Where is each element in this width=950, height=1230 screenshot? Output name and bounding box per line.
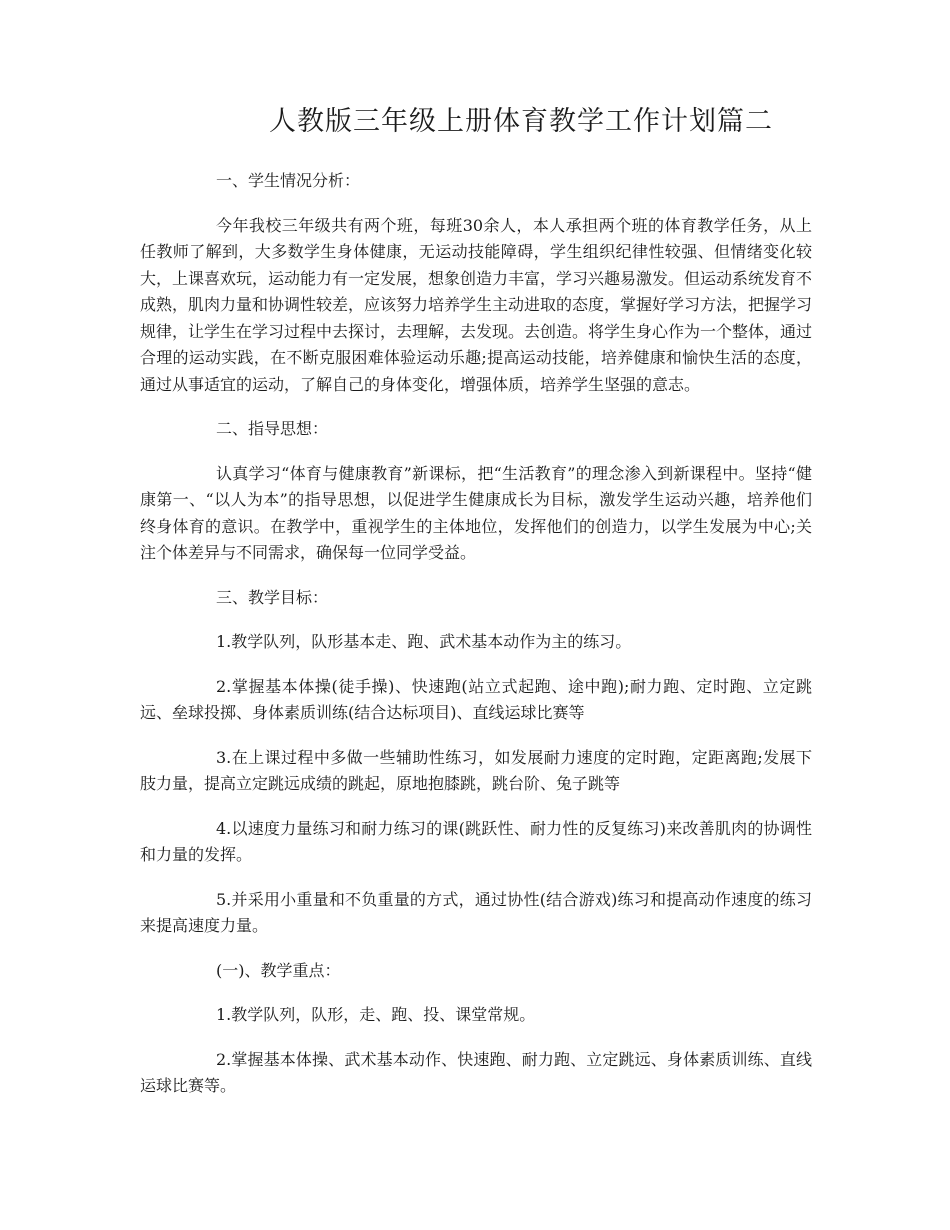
body-paragraph: 2.掌握基本体操(徒手操)、快速跑(站立式起跑、途中跑);耐力跑、定时跑、立定跳远、垒球投掷、身体素质训练(结合达标项目)、直线运球比赛等 [140,676,812,722]
document-title: 人教版三年级上册体育教学工作计划篇二 [269,106,773,137]
body-paragraph: 3.在上课过程中多做一些辅助性练习，如发展耐力速度的定时跑，定距离跑;发展下肢力量，提高立定跳远成绩的跳起，原地抱膝跳，跳台阶、兔子跳等 [140,747,812,793]
body-paragraph: 4.以速度力量练习和耐力练习的课(跳跃性、耐力性的反复练习)来改善肌肉的协调性和力量的发挥。 [140,818,812,864]
body-paragraph: 1.教学队列，队形基本走、跑、武术基本动作为主的练习。 [216,632,632,651]
body-paragraph: 2.掌握基本体操、武术基本动作、快速跑、耐力跑、立定跳远、身体素质训练、直线运球比赛等。 [140,1049,812,1095]
section-heading: 一、学生情况分析： [216,171,361,190]
body-paragraph: 1.教学队列，队形，走、跑、投、课堂常规。 [216,1005,536,1024]
section-heading: 三、教学目标： [216,587,329,607]
body-paragraph: 认真学习“体育与健康教育”新课标，把“生活教育”的理念渗入到新课程中。坚持“健康第一、“以人为本”的指导思想，以促进学生健康成长为目标，激发学生运动兴趣，培养他们终身体育的意识。在教学中，重视学生的主体地位，发挥他们的创造力，以学生发展为中心;关注个体差异与不同需求，确保每一位同学受益。 [140,463,812,562]
section-heading: (一)、教学重点： [216,960,341,980]
body-paragraph: 今年我校三年级共有两个班，每班30余人，本人承担两个班的体育教学任务，从上任教师了解到，大多数学生身体健康，无运动技能障碍，学生组织纪律性较强、但情绪变化较大，上课喜欢玩，运动能力有一定发展，想象创造力丰富，学习兴趣易激发。但运动系统发育不成熟，肌肉力量和协调性较差，应该努力培养学生主动进取的态度，掌握好学习方法，把握学习规律，让学生在学习过程中去探讨，去理解，去发现。去创造。将学生身心作为一个整体，通过合理的运动实践，在不断克服困难体验运动乐趣;提高运动技能，培养健康和愉快生活的态度，通过从事适宜的运动，了解自己的身体变化，增强体质，培养学生坚强的意志。 [140,215,813,394]
body-paragraph: 5.并采用小重量和不负重量的方式，通过协性(结合游戏)练习和提高动作速度的练习来提高速度力量。 [140,889,812,935]
section-heading: 二、指导思想： [216,419,329,438]
document-body [140,168,812,1118]
